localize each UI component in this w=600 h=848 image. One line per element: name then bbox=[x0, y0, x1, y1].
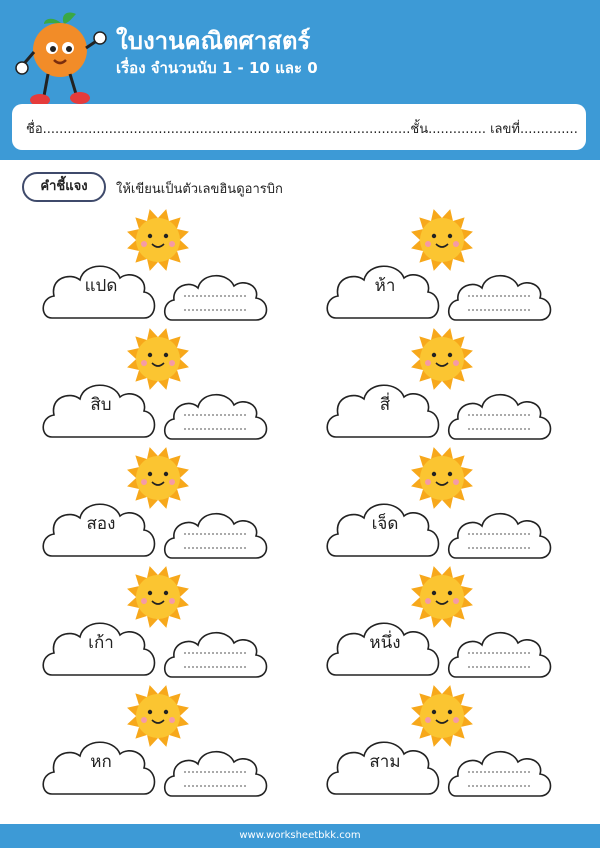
exercise-item bbox=[38, 327, 288, 447]
sun-icon bbox=[127, 685, 189, 747]
sun-icon bbox=[127, 447, 189, 509]
number-word: สิบ bbox=[90, 395, 112, 415]
worksheet-title: ใบงานคณิตศาสตร์ bbox=[116, 27, 311, 55]
sun-icon bbox=[411, 328, 473, 390]
exercise-item bbox=[322, 565, 572, 685]
number-word: หก bbox=[90, 752, 112, 772]
footer-website: www.worksheetbkk.com bbox=[0, 824, 600, 848]
instructions-label: คำชี้แจง bbox=[22, 172, 106, 202]
number-word: ห้า bbox=[374, 276, 396, 296]
sun-icon bbox=[411, 447, 473, 509]
number-word: สี่ bbox=[379, 395, 391, 415]
exercise-item bbox=[38, 565, 288, 685]
answer-cloud-icon bbox=[449, 276, 551, 320]
sun-icon bbox=[127, 328, 189, 390]
worksheet-subtitle: เรื่อง จำนวนนับ 1 - 10 และ 0 bbox=[116, 59, 318, 77]
sun-icon bbox=[127, 566, 189, 628]
exercise-item bbox=[322, 446, 572, 566]
answer-cloud-icon bbox=[165, 752, 267, 796]
answer-cloud-icon bbox=[449, 514, 551, 558]
number-word: เจ็ด bbox=[371, 514, 399, 534]
answer-cloud-icon bbox=[165, 633, 267, 677]
number-word: สาม bbox=[369, 752, 401, 772]
student-info-box bbox=[12, 104, 586, 150]
sun-icon bbox=[127, 209, 189, 271]
answer-cloud-icon bbox=[165, 276, 267, 320]
exercise-item bbox=[322, 684, 572, 804]
number-word: เก้า bbox=[88, 633, 114, 653]
sun-icon bbox=[411, 685, 473, 747]
student-info-line[interactable]: ชื่อ.........................................................................................ชั้น.............. เลขที่.............. bbox=[26, 122, 578, 137]
answer-cloud-icon bbox=[165, 395, 267, 439]
number-word: สอง bbox=[86, 514, 116, 534]
answer-cloud-icon bbox=[449, 633, 551, 677]
answer-cloud-icon bbox=[165, 514, 267, 558]
exercise-item bbox=[38, 446, 288, 566]
exercise-item bbox=[322, 208, 572, 328]
exercise-item bbox=[38, 208, 288, 328]
answer-cloud-icon bbox=[449, 395, 551, 439]
number-word: แปด bbox=[84, 276, 118, 296]
exercise-item bbox=[322, 327, 572, 447]
sun-icon bbox=[411, 566, 473, 628]
header-banner bbox=[0, 0, 600, 160]
number-word: หนึ่ง bbox=[369, 633, 401, 653]
exercise-item bbox=[38, 684, 288, 804]
answer-cloud-icon bbox=[449, 752, 551, 796]
instructions-text: ให้เขียนเป็นตัวเลขฮินดูอารบิก bbox=[116, 182, 283, 197]
sun-icon bbox=[411, 209, 473, 271]
orange-mascot-icon bbox=[14, 10, 110, 114]
